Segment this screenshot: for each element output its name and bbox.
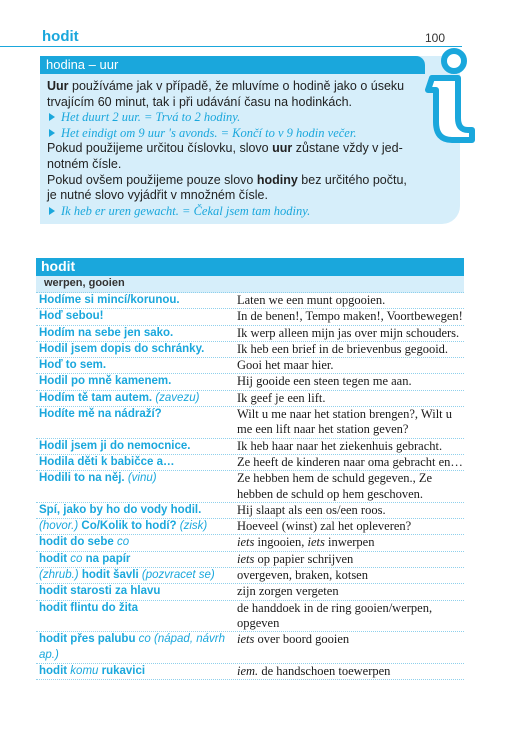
dutch-cell [233,664,464,679]
info-paragraph [47,141,409,172]
cell-text: Hodíme si [39,294,98,306]
cell-text: (zavezu) [152,391,200,404]
cell-text: hodit [39,664,71,677]
triangle-bullet-icon [49,113,55,121]
czech-cell [36,601,233,632]
cell-text: do sebe [70,536,114,549]
czech-cell [36,568,233,583]
info-text: bez určitého počtu, je nutné slovo vyjádřit v množném čísle. [47,172,407,203]
page-title: hodit [42,28,79,45]
info-example [47,126,409,142]
table-row [36,326,464,342]
term-uur: Uur [47,79,69,93]
table-row [36,584,464,600]
czech-cell [36,326,233,341]
cell-text: a… [153,455,175,468]
cell-text: hodit [81,569,114,582]
cell-text: Hodím [39,326,78,339]
czech-cell [36,519,233,534]
cell-text: to hodí? [128,520,180,533]
info-i-icon [418,48,478,144]
cell-text: iem. [237,663,259,678]
cell-text: iets [237,535,255,550]
cell-text: na nádraží? [97,408,162,421]
cell-text: Hoď [39,310,66,323]
example-text: Het duurt 2 uur. = Trvá to 2 hodiny. [61,110,241,125]
dutch-cell: Ik heb haar naar het ziekenhuis gebracht. [237,438,443,453]
cell-text: starosti za hlavu [70,585,161,598]
cell-text: Hodil jsem dopis [39,342,135,355]
czech-cell [36,293,233,308]
cell-text: Hodila děti [39,455,101,468]
dutch-cell: Ze hebben hem de schuld gegeven., Ze hebben de schuld op hem geschoven. [237,471,433,501]
dutch-cell: Gooi het maar hier. [237,358,334,373]
dutch-cell: Ze heeft de kinderen naar oma gebracht en… [237,454,463,469]
czech-cell [36,439,233,454]
cell-text: Hodíte mě [39,408,98,421]
dutch-cell: Hij slaapt als een os/een roos. [237,502,386,517]
czech-cell [36,309,233,324]
cell-text: k babičce [100,455,154,468]
table-row [36,471,464,503]
cell-text: mincí [97,294,128,306]
triangle-bullet-icon [49,207,55,215]
cell-text: op papier schrijven [254,551,354,566]
info-heading-text: hodina – uur [46,57,119,72]
table-row [36,568,464,584]
czech-cell [36,391,233,406]
info-paragraph [47,173,409,204]
czech-cell [36,358,233,373]
dutch-cell: Hij gooide een steen tegen me aan. [237,374,412,389]
cell-text: Hodil jsem ji [39,439,110,452]
info-text: Pokud použijeme určitou číslovku, slovo [47,141,273,156]
table-row [36,519,464,535]
czech-cell [36,664,233,679]
cell-text: na sebe [77,326,121,339]
cell-text: co [113,536,130,549]
dutch-cell: Hoeveel (winst) zal het opleveren? [237,519,412,534]
table-row [36,407,464,439]
table-row [36,358,464,374]
cell-text: iets [237,632,255,647]
info-heading [40,56,425,74]
cell-text: iets [237,551,255,566]
info-paragraph [47,79,409,110]
cell-text: (pozvracet se) [138,569,215,582]
cell-text: de handschoen toewerpen [258,663,391,678]
cell-text: hodit [39,585,71,598]
cell-text: na papír [85,552,131,565]
table-header [36,258,464,276]
table-row [36,309,464,325]
cell-text: co (nápad, návrh ap.) [39,633,225,661]
cell-text: šavli [113,569,139,582]
czech-cell [36,374,233,389]
example-text: Het eindigt om 9 uur 's avonds. = Končí to v 9 hodin večer. [61,125,357,140]
info-example [47,110,409,126]
table-title: hodit [41,258,76,274]
term-uur: uur [272,141,293,156]
cell-text: (zhrub.) [39,569,82,582]
cell-text: jen sako. [120,326,174,339]
cell-text: hodit [39,601,71,614]
cell-text: Hoď [39,359,63,372]
info-body [47,79,409,219]
cell-text: to sem. [62,359,107,372]
cell-text: komu [70,664,99,677]
dictionary-table [36,258,464,680]
dutch-cell: de handdoek in de ring gooien/werpen, opgeven [237,600,433,630]
cell-text: Spí, jako by ho [39,503,124,516]
cell-text: Co/Kolik [81,520,129,533]
cell-text: sebou! [65,310,104,323]
czech-cell [36,471,233,502]
cell-text: hodil. [167,503,202,516]
czech-cell [36,342,233,357]
info-text: používáme jak v případě, že mluvíme o hodině jako o úseku trvajícím 60 minut, tak i při udávání času na hodinkách. [47,79,405,109]
table-row [36,632,464,664]
dutch-cell: Ik heb een brief in de brievenbus gegooid. [237,341,449,356]
table-row [36,342,464,358]
dutch-cell [233,632,464,663]
cell-text: flintu do žita [70,601,139,614]
cell-text: (zisk) [179,520,208,533]
term-hodiny: hodiny [256,172,298,187]
info-example [47,204,409,220]
page-number: 100 [425,31,446,45]
cell-text: /korunou. [127,294,180,306]
table-row [36,664,464,680]
dutch-cell: overgeven, braken, kotsen [237,568,368,583]
czech-cell [36,552,233,567]
info-box [40,56,460,224]
table-row [36,293,464,309]
info-text: Pokud ovšem použijeme pouze slovo [47,172,257,187]
cell-text: na něj. [88,472,125,485]
table-subheader [36,276,464,293]
cell-text: rukavici [101,664,146,677]
cell-text: hodit [39,536,71,549]
czech-cell [36,455,233,470]
cell-text: kamenem. [115,375,172,388]
table-row [36,391,464,407]
cell-text: over boord gooien [254,632,350,647]
dutch-cell: Ik werp alleen mijn jas over mijn schouders. [237,325,460,340]
dutch-cell: zijn zorgen vergeten [237,584,339,599]
table-row [36,374,464,390]
czech-cell [36,503,233,518]
cell-text: ingooien, [254,535,308,550]
cell-text: (vinu) [124,472,157,485]
table-subtitle: werpen, gooien [44,277,125,289]
cell-text: do schránky. [134,342,205,355]
cell-text: Hodil po mně [39,375,116,388]
cell-text: inwerpen [324,535,375,550]
cell-text: Hodím tě tam [39,391,116,404]
table-row [36,535,464,551]
cell-text: přes palubu [70,633,136,646]
table-row [36,503,464,519]
cell-text: do vody [123,503,168,516]
cell-text: hodit [39,552,71,565]
dutch-cell: Laten we een munt opgooien. [237,293,386,307]
dutch-cell: In de benen!, Tempo maken!, Voortbewegen! [237,309,463,324]
czech-cell [36,632,233,663]
czech-cell [36,407,233,438]
header-rule [0,46,462,47]
cell-text: hodit [39,633,71,646]
cell-text: co [70,552,83,565]
table-row [36,601,464,633]
czech-cell [36,535,233,550]
info-text: zůstane vždy v jed-notném čísle. [47,141,403,171]
cell-text: do nemocnice. [109,439,191,452]
table-row [36,455,464,471]
czech-cell [36,584,233,599]
cell-text: Hodili to [39,472,89,485]
table-row [36,439,464,455]
cell-text: iets [307,535,325,550]
dutch-cell: Ik geef je een lift. [237,390,326,405]
triangle-bullet-icon [49,129,55,137]
example-text: Ik heb er uren gewacht. = Čekal jsem tam hodiny. [61,203,311,218]
cell-text: autem. [115,391,153,404]
dutch-cell: Wilt u me naar het station brengen?, Wilt u me een lift naar het station geven? [237,407,453,437]
table-row [36,552,464,568]
dutch-cell [233,535,464,550]
dutch-cell [233,552,464,567]
cell-text: (hovor.) [39,520,82,533]
